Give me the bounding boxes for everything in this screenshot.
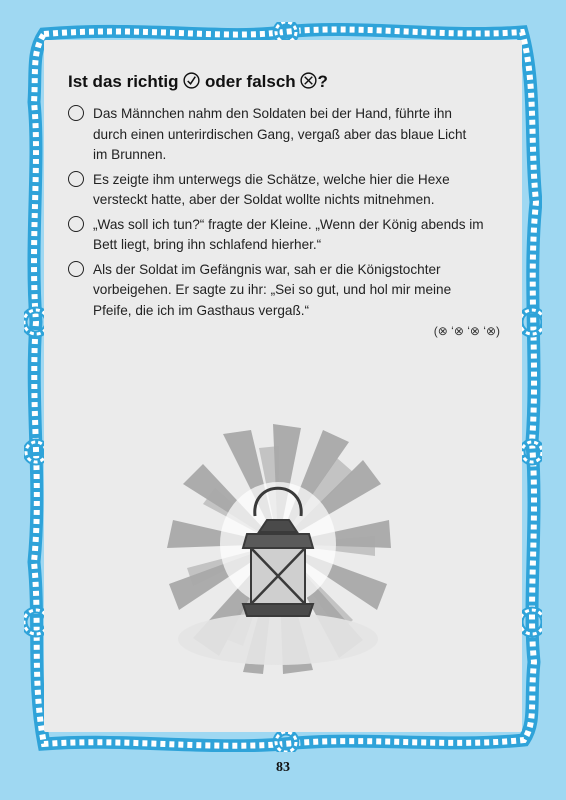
solution-code: (⊗ ‘⊗ ‘⊗ ‘⊗) bbox=[433, 324, 500, 338]
statement-item bbox=[68, 170, 516, 211]
worksheet-title bbox=[68, 72, 328, 92]
statement-text: Als der Soldat im Gefängnis war, sah er die Königstochter vorbeigehen. Er sagte zu ihr: „Sei so gut, und hol mir meine Pfeife, die ich im Gasthaus vergaß.“ bbox=[93, 261, 452, 318]
cross-circle-icon bbox=[300, 72, 317, 89]
statement-item bbox=[68, 104, 516, 166]
check-circle-icon bbox=[183, 72, 200, 89]
answer-circle-checkbox[interactable] bbox=[68, 105, 84, 121]
title-part-1: Ist das richtig bbox=[68, 72, 179, 91]
answer-circle-checkbox[interactable] bbox=[68, 216, 84, 232]
statement-item bbox=[68, 260, 516, 322]
title-part-2: oder falsch bbox=[205, 72, 296, 91]
answer-circle-checkbox[interactable] bbox=[68, 261, 84, 277]
statement-text: Das Männchen nahm den Soldaten bei der Hand, führte ihn durch einen unterirdischen Gang, vergaß aber das blaue Licht im Brunnen. bbox=[93, 106, 467, 162]
statement-text: „Was soll ich tun?“ fragte der Kleine. „Wenn der König abends im Bett liegt, bring ihn schlafend hierher.“ bbox=[93, 216, 484, 252]
statement-list bbox=[68, 104, 516, 325]
lantern-illustration bbox=[163, 424, 393, 674]
page-number: 83 bbox=[276, 760, 290, 775]
title-part-3: ? bbox=[317, 72, 328, 91]
answer-circle-checkbox[interactable] bbox=[68, 171, 84, 187]
statement-text: Es zeigte ihm unterwegs die Schätze, welche hier die Hexe versteckt hatte, aber der Soldat wollte nichts mitnehmen. bbox=[93, 171, 450, 207]
statement-item bbox=[68, 215, 516, 256]
